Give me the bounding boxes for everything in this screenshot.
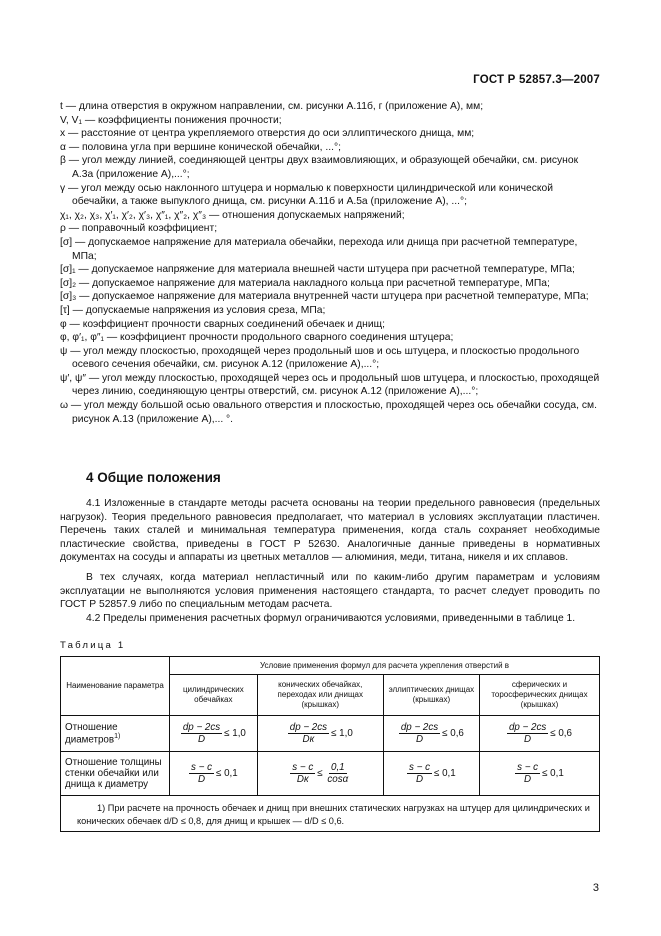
formula-denominator: Dк [302, 734, 315, 745]
group-header: Условие применения формул для расчета укрепления отверстий в [170, 657, 600, 675]
formula-numerator: s − c [517, 762, 539, 773]
definition-item: φ — коэффициент прочности сварных соединений обечаек и днищ; [60, 318, 385, 330]
formula-relation: ≤ 1,0 [224, 728, 246, 739]
formula-relation: ≤ 0,6 [550, 728, 572, 739]
formula-cell [170, 716, 258, 752]
definition-item: γ — угол между осью наклонного штуцера и нормалью к поверхности цилиндрической или конической обечайки, а также выпуклого днища, см. рисунки А.11б и А.5а (приложение А), ...°; [60, 182, 553, 208]
paragraph: 4.2 Пределы применения расчетных формул ограничиваются условиями, приведенными в таблице 1. [86, 613, 576, 624]
definition-item: χ₁, χ₂, χ₃, χ′₁, χ′₂, χ′₃, χ″₁, χ″₂, χ″₃ — отношения допускаемых напряжений; [60, 209, 405, 221]
table-footnote: 1) При расчете на прочность обечаек и днищ при внешних статических нагрузках на штуцер для цилиндрических и конических обечаек d/D ≤ 0,8, для днищ и крышек — d/D ≤ 0,6. [61, 796, 600, 832]
formula-cell [257, 752, 383, 796]
formula-denominator: D [415, 774, 424, 785]
definition-item: α — половина угла при вершине конической обечайки, ...°; [60, 141, 341, 153]
definition-item: [σ]₁ — допускаемое напряжение для материала внешней части штуцера при расчетной температуре, МПа; [60, 264, 575, 276]
definition-item: V, V₁ — коэффициенты понижения прочности; [60, 114, 282, 126]
page-number: 3 [592, 882, 599, 894]
formula-numerator: dр − 2cs [182, 722, 221, 733]
column-header: эллиптических днищах (крышках) [383, 675, 479, 716]
row-label: Отношение диаметров$^{1)}$ [61, 716, 170, 752]
formula-numerator: dр − 2cs [508, 722, 547, 733]
param-header: Наименование параметра [61, 657, 170, 716]
column-header: конических обечайках, переходах или днищах (крышках) [257, 675, 383, 716]
definition-item: ψ′, ψ″ — угол между плоскостью, проходящей через ось и продольный шов штуцера, и плоскостью, проходящей через линию, соединяющую центры отверстий, см. рисунок А.12 (приложение А),...°; [60, 372, 600, 398]
formula-denominator: D [197, 774, 206, 785]
formula-cell [383, 716, 479, 752]
formula-relation: ≤ [317, 768, 323, 779]
definition-item: x — расстояние от центра укрепляемого отверстия до оси эллиптического днища, мм; [60, 128, 475, 140]
formula-denominator: D [524, 734, 532, 745]
document-header: ГОСТ Р 52857.3—2007 [473, 74, 600, 86]
formula-relation: ≤ 0,1 [215, 768, 238, 779]
column-header: сферических и торосферических днищах (крышках) [479, 675, 599, 716]
formula-cell [479, 752, 599, 796]
definition-item: φ, φ′₁, φ″₁ — коэффициент прочности продольного сварного соединения штуцера; [60, 332, 454, 344]
formula-relation: ≤ 0,1 [433, 768, 456, 779]
section-title: 4 Общие положения [86, 470, 221, 485]
formula-relation: ≤ 0,6 [442, 728, 464, 739]
formula-cell [479, 716, 599, 752]
formula-denominator: D [524, 774, 532, 785]
formula-denominator: D [197, 734, 206, 745]
formula-cell [170, 752, 258, 796]
conditions-table [60, 656, 600, 832]
formula-cell [257, 716, 383, 752]
definition-item: ψ — угол между плоскостью, проходящей через продольный шов и ось штуцера, и плоскостью продольного осевого сечения обечайки, см. рисунок А.12 (приложение А),...°; [60, 345, 580, 371]
formula-denominator: Dк [296, 774, 309, 785]
formula-relation: ≤ 0,1 [542, 768, 564, 779]
definition-item: [σ]₃ — допускаемое напряжение для материала внутренней части штуцера при расчетной температуре, МПа; [60, 291, 589, 303]
formula-numerator: s − c [191, 762, 212, 773]
footnote-ref: 1) [114, 732, 121, 740]
formula-numerator: s − c [409, 762, 430, 773]
table-caption: Таблица 1 [60, 640, 126, 651]
definition-item: t — длина отверстия в окружном направлении, см. рисунки А.11б, г (приложение А), мм; [60, 101, 484, 112]
formula-denominator: D [415, 734, 424, 745]
definition-item: ω — угол между большой осью овального отверстия и плоскостью, проходящей через ось обечайки сосуда, см. рисунок А.13 (приложение А),... °. [60, 400, 597, 425]
formula-numerator: dр − 2cs [400, 722, 439, 733]
formula-numerator: s − c [292, 762, 314, 773]
formula-cell [383, 752, 479, 796]
definition-item: ρ — поправочный коэффициент; [60, 223, 218, 235]
definition-item: [σ]₂ — допускаемое напряжение для материала накладного кольца при расчетной температуре, МПа; [60, 277, 550, 289]
column-header: цилиндрических обечайках [170, 675, 258, 716]
row-label: Отношение толщины стенки обечайки или днища к диаметру [61, 752, 170, 796]
formula-numerator: dр − 2cs [289, 722, 328, 733]
definition-item: [τ] — допускаемые напряжения из условия среза, МПа; [60, 304, 326, 316]
definitions-list [60, 100, 600, 426]
definition-item: β — угол между линией, соединяющей центры двух взаимовлияющих, и образующей обечайки, см. рисунок А.3а (приложение А),...°; [60, 155, 579, 180]
definition-item: [σ] — допускаемое напряжение для материала обечайки, перехода или днища при расчетной температуре, МПа; [60, 236, 578, 262]
paragraph: 4.1 Изложенные в стандарте методы расчета основаны на теории предельного равновесия (предельных нагрузок). Теория предельного равновесия предполагает, что материал в условиях эксплуатации пластичен. Перечень таких сталей и минимальная температура применения, когда сталь сохраняет необходимые пластические свойства, приведены в ГОСТ Р 52630. Аналогичные данные приведены в нормативных документах на сосуды и аппараты из цветных металлов — алюминия, меди, титана, никеля и их сплавов. [60, 498, 600, 564]
formula-relation: ≤ 1,0 [331, 728, 353, 739]
formula-numerator: 0,1 [331, 762, 345, 773]
formula-denominator: cosα [327, 774, 349, 785]
paragraph: В тех случаях, когда материал непластичный или по каким-либо другим параметрам и условиям эксплуатации не выполняются условия применения настоящего стандарта, то расчет следует проводить по ГОСТ Р 52857.9 либо по специальным методам расчета. [60, 572, 600, 611]
